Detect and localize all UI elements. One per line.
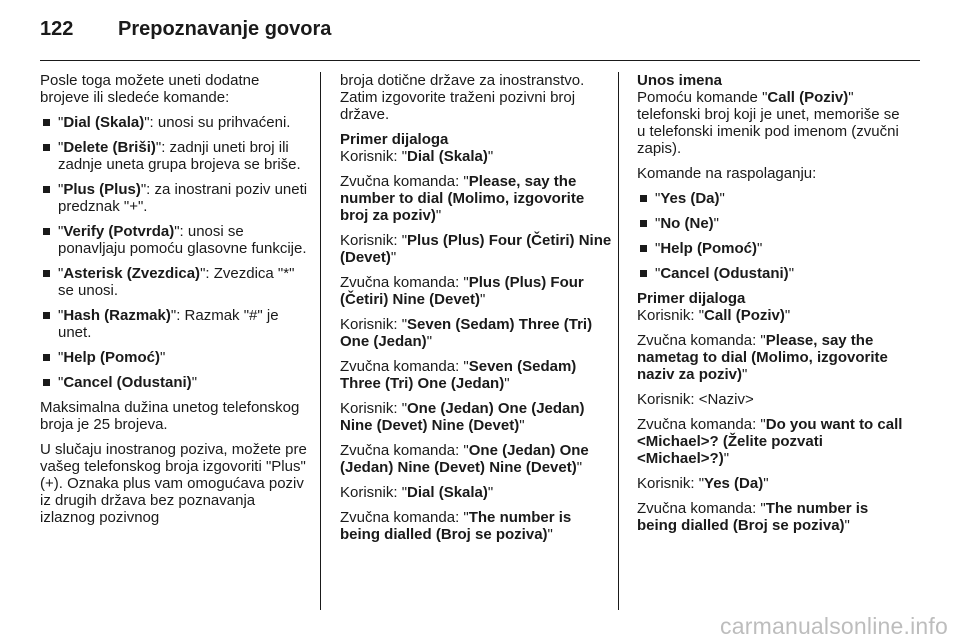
available-label: Komande na raspolaganju: <box>637 165 817 182</box>
command-item: "Dial (Skala)": unosi su prihvaćeni. <box>40 114 312 131</box>
command-item: "Hash (Razmak)": Razmak "#" je unet. <box>40 307 312 341</box>
international-text: U slučaju inostranog poziva, možete pre vašeg telefonskog broja izgovoriti "Plus" (+). Oznaka plus vam omogućava poziv iz drugih država bez poznavanja izlaznog pozivnog <box>40 441 307 526</box>
dialog-user-line: Korisnik: "One (Jedan) One (Jedan) Nine (Devet) Nine (Devet)" <box>340 400 585 434</box>
column-2 <box>340 72 612 551</box>
dialog-user-1: Korisnik: "Call (Poziv)" <box>637 307 791 324</box>
section-heading: Unos imena <box>637 72 723 89</box>
available-command-item: "Help (Pomoć)" <box>637 240 909 257</box>
name-entry-intro <box>637 89 909 157</box>
available-command-item: "No (Ne)" <box>637 215 909 232</box>
dialog-heading-2: Primer dijaloga <box>637 290 746 307</box>
dialog-user-2: Korisnik: <Naziv> <box>637 391 754 408</box>
page-header <box>40 14 920 50</box>
intro-after: " telefonski broj koji je unet, memoriše se u telefonski imenik pod imenom (zvučni zapis). <box>637 89 900 157</box>
command-item: "Plus (Plus)": za inostrani poziv uneti predznak "+". <box>40 181 312 215</box>
dialog-user-line: Korisnik: "Seven (Sedam) Three (Tri) One (Jedan)" <box>340 316 593 350</box>
dialog-user-line: Korisnik: "Dial (Skala)" <box>340 484 494 501</box>
dialog-user-line: Korisnik: "Plus (Plus) Four (Četiri) Nine (Devet)" <box>340 232 612 266</box>
continuation-text: broja dotične države za inostranstvo. Zatim izgovorite traženi pozivni broj države. <box>340 72 585 123</box>
watermark: carmanualsonline.info <box>720 613 948 639</box>
header-rule <box>40 60 920 61</box>
dialog-voice-3: Zvučna komanda: "The number is being dialled (Broj se poziva)" <box>637 500 869 534</box>
column-1 <box>40 72 312 534</box>
available-commands <box>637 190 909 282</box>
intro-before: Pomoću komande " <box>637 89 768 106</box>
dialog-example <box>340 131 612 543</box>
command-item: "Cancel (Odustani)" <box>40 374 312 391</box>
dialog-voice-line: Zvučna komanda: "One (Jedan) One (Jedan) Nine (Devet) Nine (Devet)" <box>340 442 589 476</box>
dialog-user-3: Korisnik: "Yes (Da)" <box>637 475 769 492</box>
page-title: Prepoznavanje govora <box>118 18 332 40</box>
command-item: "Asterisk (Zvezdica)": Zvezdica "*" se unosi. <box>40 265 312 299</box>
dialog-heading: Primer dijaloga <box>340 131 449 148</box>
dialog-voice-line: Zvučna komanda: "Seven (Sedam) Three (Tri) One (Jedan)" <box>340 358 577 392</box>
column-3 <box>637 72 909 542</box>
available-command-item: "Cancel (Odustani)" <box>637 265 909 282</box>
page-number: 122 <box>40 18 74 40</box>
intro-command: Call (Poziv) <box>767 89 849 106</box>
dialog-voice-1: Zvučna komanda: "Please, say the nametag to dial (Molimo, izgovorite naziv za poziv)" <box>637 332 888 383</box>
dialog-voice-line: Zvučna komanda: "The number is being dialled (Broj se poziva)" <box>340 509 572 543</box>
column-divider-1 <box>320 72 321 610</box>
column-divider-2 <box>618 72 619 610</box>
available-command-item: "Yes (Da)" <box>637 190 909 207</box>
command-item: "Help (Pomoć)" <box>40 349 312 366</box>
dialog-voice-line: Zvučna komanda: "Plus (Plus) Four (Četiri) Nine (Devet)" <box>340 274 584 308</box>
dialog-voice-line: Zvučna komanda: "Please, say the number to dial (Molimo, izgovorite broj za poziv)" <box>340 173 585 224</box>
dialog-voice-2: Zvučna komanda: "Do you want to call <Michael>? (Želite pozvati <Michael>?)" <box>637 416 903 467</box>
command-list <box>40 114 312 391</box>
command-item: "Delete (Briši)": zadnji uneti broj ili zadnje uneta grupa brojeva se briše. <box>40 139 312 173</box>
dialog-user-line: Korisnik: "Dial (Skala)" <box>340 148 494 165</box>
max-length-text: Maksimalna dužina unetog telefonskog broja je 25 brojeva. <box>40 399 300 433</box>
intro-text: Posle toga možete uneti dodatne brojeve ili sledeće komande: <box>40 72 260 106</box>
command-item: "Verify (Potvrda)": unosi se ponavljaju pomoću glasovne funkcije. <box>40 223 312 257</box>
